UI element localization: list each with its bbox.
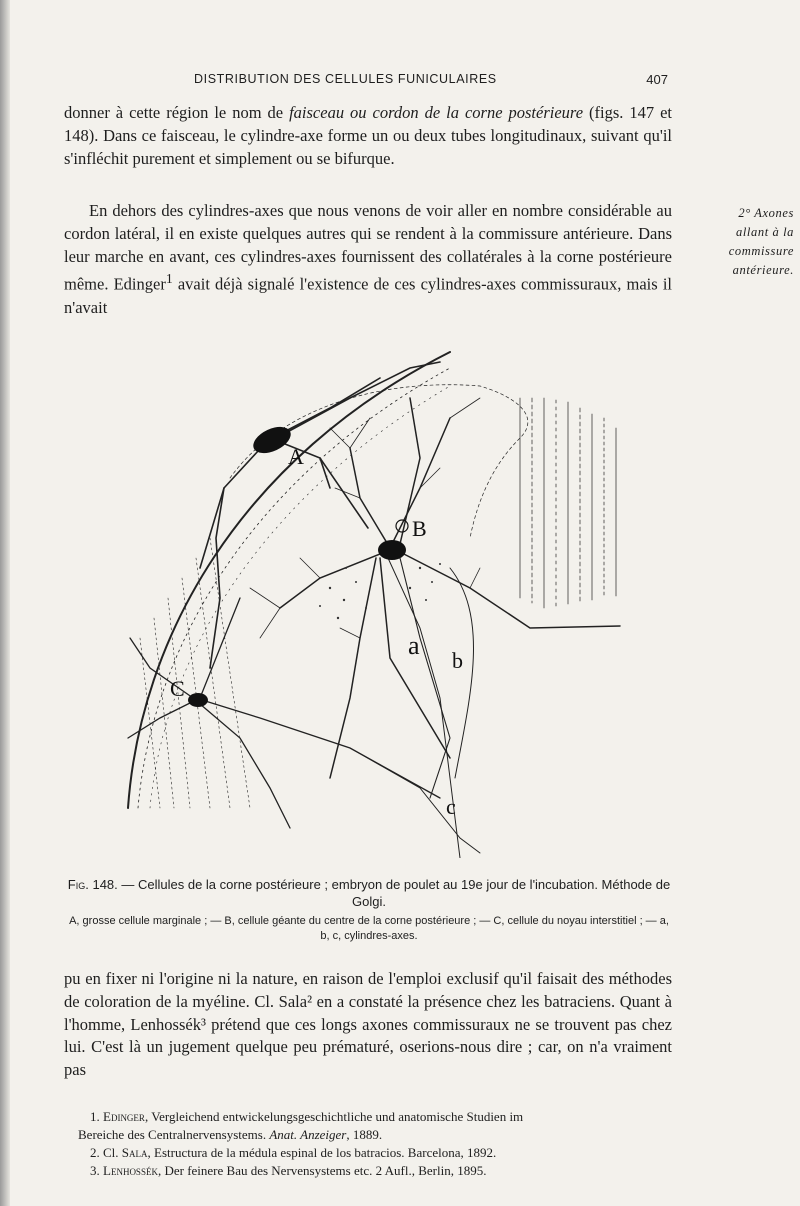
paragraph-3: pu en fixer ni l'origine ni la nature, en raison de l'emploi exclusif qu'il faisait des méthodes de coloration de la myéline. Cl. Sala² en a constaté la présence chez les batraciens. Quant à l'homme, Lenhossék³ prétend que ces longs axones commissuraux ne se trouvent pas chez lui. C'est là un jugement quelque peu prématuré, oserions-nous dire ; car, on n'a vraiment pas xyxy=(64,969,672,1080)
inner-outline xyxy=(230,385,528,538)
footnote-1-cont-b: , 1889. xyxy=(346,1127,383,1142)
outer-boundary xyxy=(128,352,450,808)
paragraph-2 xyxy=(64,200,672,319)
margin-note xyxy=(690,204,794,280)
footnote-2-num: 2. xyxy=(90,1145,100,1160)
running-title: DISTRIBUTION DES CELLULES FUNICULAIRES xyxy=(194,72,497,86)
footnote-3-author: Lenhossék xyxy=(103,1163,158,1178)
footnote-2-author-pre: Cl. xyxy=(103,1145,122,1160)
caption-legend: A, grosse cellule marginale ; — B, cellule géante du centre de la corne postérieure ; — C, cellule du noyau interstitiel ; — a, b, c, cylindres-axes. xyxy=(69,915,669,942)
paragraph-1 xyxy=(64,102,672,170)
cell-c-processes xyxy=(128,598,440,828)
page-number: 407 xyxy=(646,72,668,87)
footnotes xyxy=(78,1108,678,1180)
cell-b-nucleus-ring xyxy=(396,520,408,532)
margin-note-line: antérieure. xyxy=(732,263,794,277)
footnote-ref-1: 1 xyxy=(165,271,173,287)
right-column-hatch xyxy=(520,398,616,608)
margin-note-line: 2° Axones xyxy=(738,206,794,220)
label-axon-c: c xyxy=(446,794,456,819)
figure-148 xyxy=(120,338,660,858)
hatch-band xyxy=(138,368,450,808)
cell-body-b xyxy=(378,540,406,560)
paragraph-2-start: En dehors des cylindres-axes que nous venons de voir aller en nombre considérable au cordon latéral, il en existe quelques autres qui se rendent à la commissure antérieure. Dans leur marche en avant, ces cylindres-axes fournissent des collatérales à la corne postérieure même. Edinger xyxy=(64,201,672,294)
label-cell-c: C xyxy=(170,676,185,701)
footnote-1-num: 1. xyxy=(90,1109,100,1124)
footnote-1 xyxy=(78,1108,678,1126)
axon-a xyxy=(400,558,450,798)
footnote-1-cont xyxy=(78,1126,678,1144)
label-axon-a: a xyxy=(408,631,420,660)
label-cell-a: A xyxy=(288,444,304,469)
label-cell-b: B xyxy=(412,516,427,541)
label-axon-b: b xyxy=(452,648,463,673)
footnote-1-journal: Anat. Anzeiger xyxy=(269,1127,347,1142)
cell-body-c xyxy=(188,693,208,707)
footnote-2-text: , Estructura de la médula espinal de los batracios. Barcelona, 1892. xyxy=(147,1145,497,1160)
paragraph-1-start: donner à cette région le nom de xyxy=(64,103,290,122)
footnote-1-author: Edinger xyxy=(103,1109,145,1124)
footnote-3-text: , Der feinere Bau des Nervensystems etc. 2 Aufl., Berlin, 1895. xyxy=(157,1163,487,1178)
paragraph-2-end: avait déjà signalé l'existence de ces cylindres-axes commissuraux, mais il n'avait xyxy=(64,274,673,317)
margin-note-line: commissure xyxy=(728,244,794,258)
caption-fig-number: Fig. 148. xyxy=(67,877,118,892)
footnote-1-text: , Vergleichend entwickelungsgeschichtliche und anatomische Studien im xyxy=(144,1109,524,1124)
running-header xyxy=(66,72,672,92)
footnote-3-num: 3. xyxy=(90,1163,100,1178)
footnote-3 xyxy=(78,1162,678,1180)
margin-note-line: allant à la xyxy=(736,225,794,239)
footnote-1-cont-a: Bereiche des Centralnervensystems. xyxy=(78,1127,270,1142)
caption-title: — Cellules de la corne postérieure ; embryon de poulet au 19e jour de l'incubation. Méthode de Golgi. xyxy=(117,877,671,909)
axon-b xyxy=(450,568,473,778)
cell-a-processes xyxy=(200,362,440,668)
neuron-illustration xyxy=(120,338,660,858)
paragraph-1-italic: faisceau ou cordon de la corne postérieure xyxy=(289,103,584,122)
footnote-2-author: Sala xyxy=(121,1145,148,1160)
cell-b-processes xyxy=(280,398,620,858)
axon-c xyxy=(350,748,480,853)
paragraph-1-end: (figs. 147 et 148). Dans ce faisceau, le cylindre-axe forme un ou deux tubes longitudinaux, suivant qu'il s'infléchit purement et simplement ou se bifurque. xyxy=(64,103,673,168)
figure-caption xyxy=(66,876,672,910)
page-edge xyxy=(0,0,10,1206)
footnote-2 xyxy=(78,1144,678,1162)
